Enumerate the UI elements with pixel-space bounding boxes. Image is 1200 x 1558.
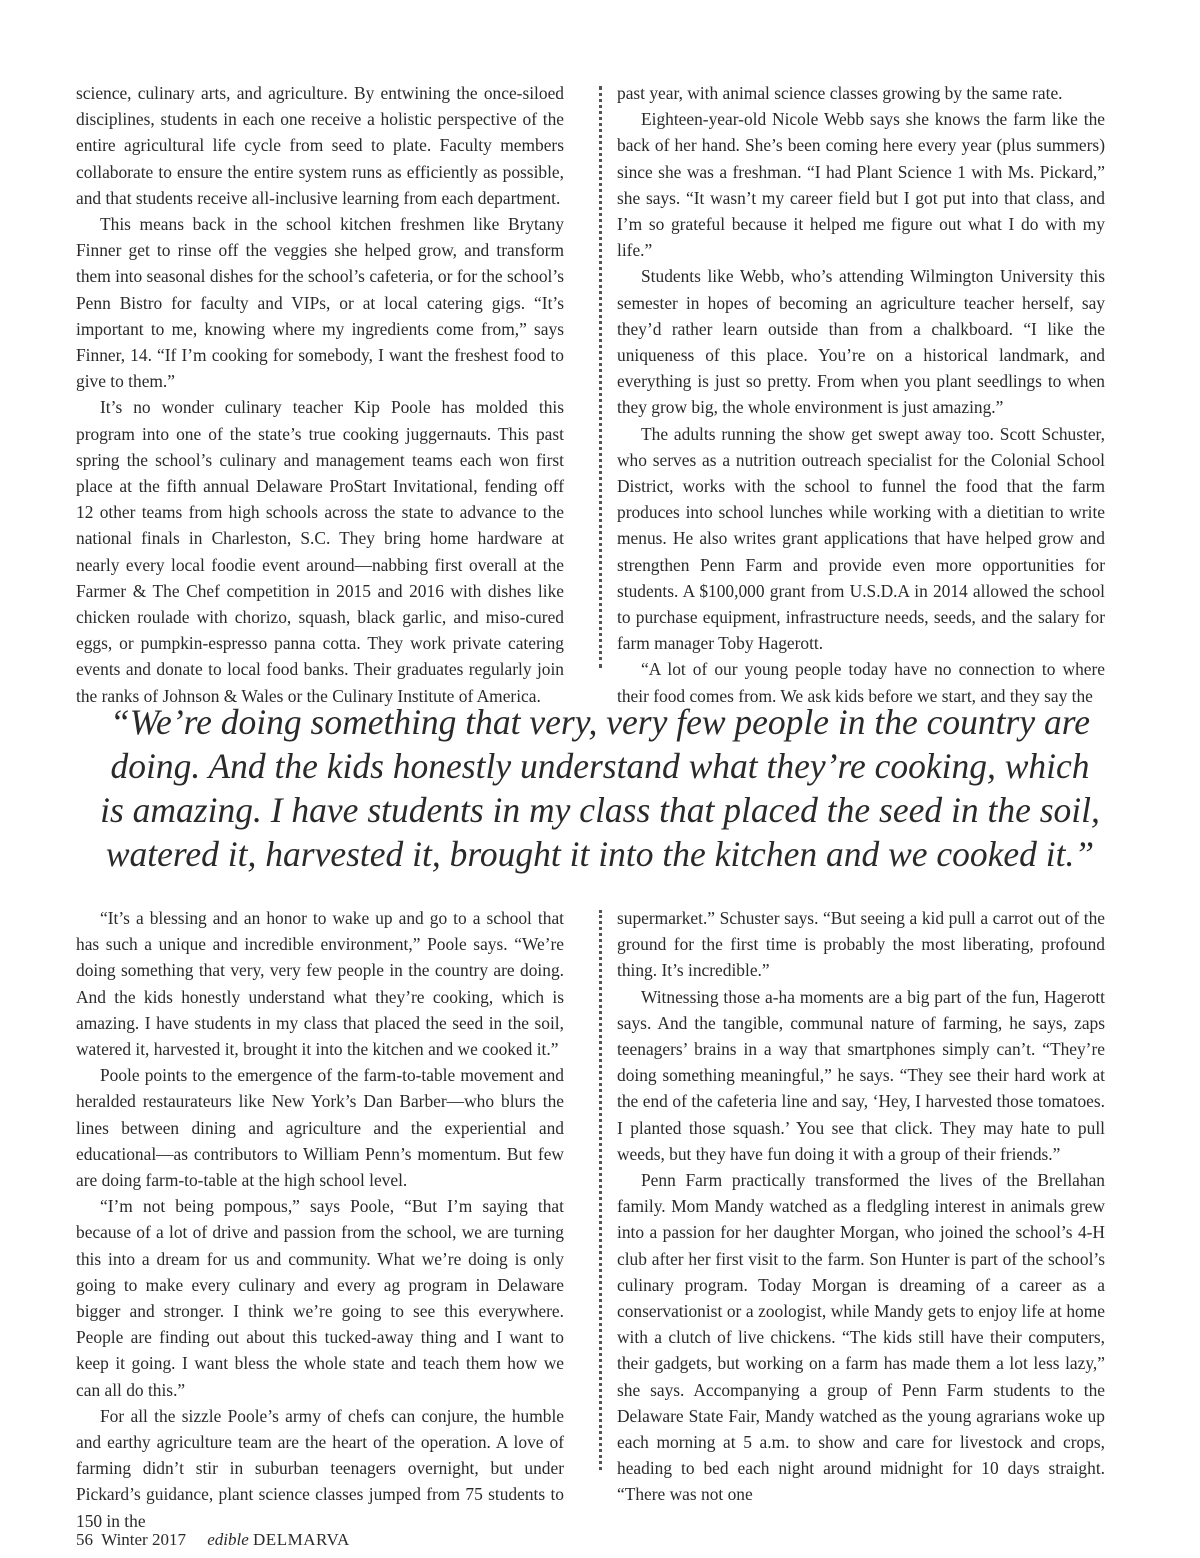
page-number: 56 <box>76 1530 93 1549</box>
paragraph: It’s no wonder culinary teacher Kip Poole has molded this program into one of the state’s true cooking juggernauts. This past spring the school’s culinary and management teams each won first place at the fifth annual Delaware ProStart Invitational, fending off 12 other teams from high schools across the state to advance to the national finals in Charleston, S.C. They bring home hardware at nearly every local foodie event around—nabbing first overall at the Farmer & The Chef competition in 2015 and 2016 with dishes like chicken roulade with chorizo, squash, black garlic, and miso-cured eggs, or pumpkin-espresso panna cotta. They work private catering events and donate to local food banks. Their graduates regularly join the ranks of Johnson & Wales or the Culinary Institute of America. <box>76 397 564 706</box>
paragraph: Penn Farm practically transformed the lives of the Brellahan family. Mom Mandy watched as a fledgling interest in animals grew into a passion for her daughter Morgan, who joined the school’s 4-H club after her first visit to the farm. Son Hunter is part of the school’s culinary program. Today Morgan is dreaming of a career as a conservationist or a zoologist, while Mandy gets to enjoy life at home with a clutch of live chickens. “The kids still have their computers, their gadgets, but working on a farm has made them a lot less lazy,” she says. Accompanying a group of Penn Farm students to the Delaware State Fair, Mandy watched as the young agrarians woke up each morning at 5 a.m. to show and care for livestock and crops, heading to bed each night around midnight for 10 days straight. “There was not one <box>617 1170 1105 1505</box>
paragraph: science, culinary arts, and agriculture. By entwining the once-siloed disciplines, students in each one receive a holistic perspective of the entire agricultural life cycle from seed to plate. Faculty members collaborate to ensure the entire system runs as efficiently as possible, and that students receive all-inclusive learning from each department. <box>76 83 564 208</box>
paragraph: The adults running the show get swept away too. Scott Schuster, who serves as a nutrition outreach specialist for the Colonial School District, works with the school to funnel the food that the farm produces into school lunches while working with a dietitian to write menus. He also writes grant applications that have helped grow and strengthen Penn Farm and provide even more opportunities for students. A $100,000 grant from U.S.D.A in 2014 allowed the school to purchase equipment, infrastructure needs, seeds, and the salary for farm manager Toby Hagerott. <box>617 423 1105 654</box>
paragraph: past year, with animal science classes growing by the same rate. <box>617 83 1063 103</box>
paragraph: “It’s a blessing and an honor to wake up and go to a school that has such a unique and incredible environment,” Poole says. “We’re doing something that very, very few people in the country are doing. And the kids honestly understand what they’re cooking, which is amazing. I have students in my class that placed the seed in the soil, watered it, harvested it, brought it into the kitchen and we cooked it.” <box>76 908 564 1060</box>
column-divider-top <box>599 86 602 668</box>
column-top-right <box>617 80 1105 709</box>
pull-quote-line: is amazing. I have students in my class that placed the seed in the soil, <box>100 790 1100 830</box>
paragraph: “A lot of our young people today have no connection to where their food comes from. We ask kids before we start, and they say the <box>617 659 1105 706</box>
pull-quote <box>90 700 1110 876</box>
brand-prefix: edible <box>207 1530 249 1549</box>
paragraph: “I’m not being pompous,” says Poole, “But I’m saying that because of a lot of drive and passion from the school, we are turning this into a dream for us and community. What we’re doing is only going to make every culinary and every ag program in Delaware bigger and stronger. I think we’re going to see this everywhere. People are finding out about this tucked-away thing and I want to keep it going. I want bless the whole state and teach them how we can all do this.” <box>76 1196 564 1400</box>
paragraph: Students like Webb, who’s attending Wilmington University this semester in hopes of becoming an agriculture teacher herself, say they’d rather learn outside than from a chalkboard. “I like the uniqueness of this place. You’re on a historical landmark, and everything is just so pretty. From when you plant seedlings to when they grow big, the whole environment is just amazing.” <box>617 266 1105 418</box>
page-footer <box>76 1530 350 1550</box>
column-divider-bottom <box>599 910 602 1470</box>
paragraph: Witnessing those a-ha moments are a big part of the fun, Hagerott says. And the tangible, communal nature of farming, he says, zaps teenagers’ brains in a way that smartphones simply can’t. “They’re doing something meaningful,” he says. “They see their hard work at the end of the cafeteria line and say, ‘Hey, I harvested those tomatoes. I planted those squash.’ You see that click. They may hate to pull weeds, but they have fun doing it with a group of their friends.” <box>617 986 1105 1164</box>
paragraph: supermarket.” Schuster says. “But seeing a kid pull a carrot out of the ground for the first time is probably the most liberating, profound thing. It’s incredible.” <box>617 908 1105 981</box>
paragraph: For all the sizzle Poole’s army of chefs can conjure, the humble and earthy agriculture team are the heart of the operation. A love of farming didn’t stir in suburban teenagers overnight, but under Pickard’s guidance, plant science classes jumped from 75 students to 150 in the <box>76 1405 564 1531</box>
paragraph: This means back in the school kitchen freshmen like Brytany Finner get to rinse off the veggies she helped grow, and transform them into seasonal dishes for the school’s cafeteria, or for the school’s Penn Bistro for faculty and VIPs, or at local catering gigs. “It’s important to me, knowing where my ingredients come from,” says Finner, 14. “If I’m cooking for somebody, I want the freshest food to give to them.” <box>76 214 564 392</box>
pull-quote-line: doing. And the kids honestly understand what they’re cooking, which <box>110 746 1090 786</box>
issue-label: Winter 2017 <box>101 1530 186 1549</box>
column-bottom-left <box>76 905 564 1534</box>
paragraph: Poole points to the emergence of the farm-to-table movement and heralded restaurateurs like New York’s Dan Barber—who blurs the lines between dining and agriculture and the experiential and educational—as contributors to William Penn’s momentum. But few are doing farm-to-table at the high school level. <box>76 1065 564 1191</box>
column-top-left <box>76 80 564 709</box>
column-bottom-right <box>617 905 1105 1508</box>
brand-name: DELMARVA <box>253 1530 350 1549</box>
pull-quote-line: watered it, harvested it, brought it into the kitchen and we cooked it.” <box>105 834 1095 874</box>
pull-quote-line: “We’re doing something that very, very few people in the country are <box>110 702 1090 742</box>
paragraph: Eighteen-year-old Nicole Webb says she knows the farm like the back of her hand. She’s been coming here every year (plus summers) since she was a freshman. “I had Plant Science 1 with Ms. Pickard,” she says. “It wasn’t my career field but I got put into that class, and I’m so grateful because it helped me figure out what I do with my life.” <box>617 109 1105 261</box>
